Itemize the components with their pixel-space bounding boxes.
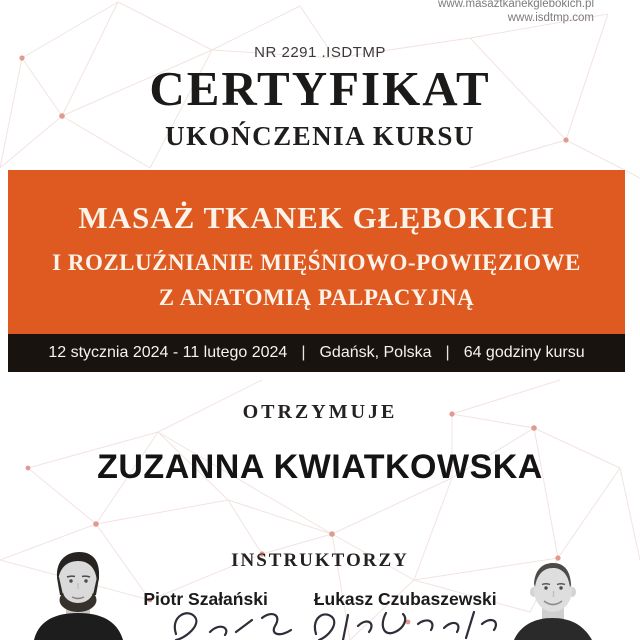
recipient-name: ZUZANNA KWIATKOWSKA <box>97 448 543 486</box>
course-location: Gdańsk, Polska <box>319 344 432 361</box>
course-banner <box>8 170 625 334</box>
instructor-name-1: Piotr Szałański <box>143 589 268 609</box>
course-dates: 12 stycznia 2024 - 11 lutego 2024 <box>48 344 288 361</box>
certificate-title: CERTYFIKAT <box>149 61 491 116</box>
course-details-bar <box>8 334 625 372</box>
instructors-label: INSTRUKTORZY <box>231 550 409 571</box>
course-name-line3: Z ANATOMIĄ PALPACYJNĄ <box>158 284 475 310</box>
certificate-number: NR 2291 .ISDTMP <box>254 44 386 61</box>
course-name: MASAŻ TKANEK GŁĘBOKICH <box>78 199 555 235</box>
website-url-primary: www.masaztkanekglebokich.pl <box>438 0 594 10</box>
instructor-photo-left <box>26 551 130 640</box>
website-urls <box>438 0 594 25</box>
instructor-signatures <box>148 610 518 640</box>
recipient-label: OTRZYMUJE <box>242 401 398 423</box>
separator: | <box>445 344 450 361</box>
separator: | <box>301 344 306 361</box>
course-name-line2: I ROZLUŹNIANIE MIĘŚNIOWO-POWIĘZIOWE <box>52 249 581 275</box>
instructor-name-2: Łukasz Czubaszewski <box>313 589 497 609</box>
course-duration: 64 godziny kursu <box>463 344 585 361</box>
certificate-subtitle: UKOŃCZENIA KURSU <box>165 121 475 151</box>
website-url-secondary: www.isdtmp.com <box>507 12 594 24</box>
